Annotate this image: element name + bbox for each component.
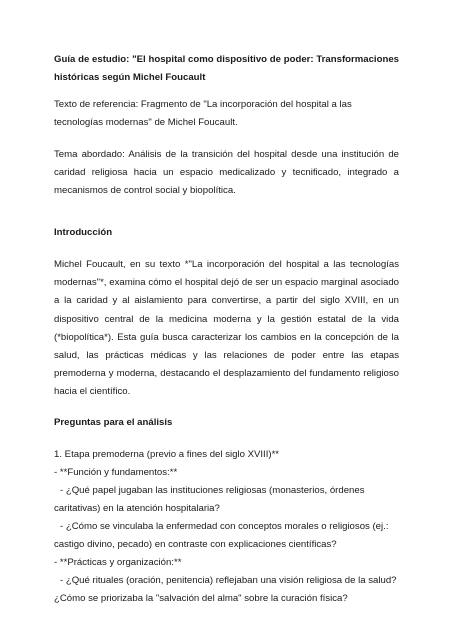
question-line: - **Función y fundamentos:** (54, 467, 178, 478)
question-line: - **Prácticas y organización:** (54, 557, 182, 568)
question-line: 1. Etapa premoderna (previo a fines del siglo XVIII)** (54, 449, 280, 460)
reference-text: Texto de referencia: Fragmento de "La incorporación del hospital a las tecnologías modernas" de Michel Foucault. (54, 99, 352, 129)
intro-heading: Introducción (54, 227, 113, 238)
question-line: - ¿Cómo se vinculaba la enfermedad con conceptos morales o religiosos (ej.: castigo divino, pecado) en contraste con explicaciones científicas? (54, 521, 389, 551)
question-line: - ¿Qué rituales (oración, penitencia) reflejaban una visión religiosa de la salud? ¿Cómo se priorizaba la "salvación del alma" sobre la curación física? (54, 575, 397, 605)
question-line: - ¿Qué papel jugaban las instituciones religiosas (monasterios, órdenes caritativas) en la atención hospitalaria? (54, 485, 365, 515)
intro-paragraph: Michel Foucault, en su texto *"La incorporación del hospital a las tecnologías modernas"*, examina cómo el hospital dejó de ser un espacio marginal asociado a la caridad y al aislamiento para convertirse, a partir del siglo XVIII, en un dispositivo central de la medicina moderna y la gestión estatal de la vida (*biopolítica*). Esta guía busca caracterizar los cambios en la concepción de la salud, las prácticas médicas y las relaciones de poder entre las etapas premoderna y moderna, destacando el desplazamiento del fundamento religioso hacia el científico. (54, 259, 399, 398)
topic-text: Tema abordado: Análisis de la transición del hospital desde una institución de caridad religiosa hacia un espacio medicalizado y tecnificado, integrado a mecanismos de control social y biopolítica. (54, 149, 399, 197)
document-title: Guía de estudio: "El hospital como dispositivo de poder: Transformaciones históricas según Michel Foucault (54, 54, 399, 84)
questions-heading: Preguntas para el análisis (54, 417, 173, 428)
